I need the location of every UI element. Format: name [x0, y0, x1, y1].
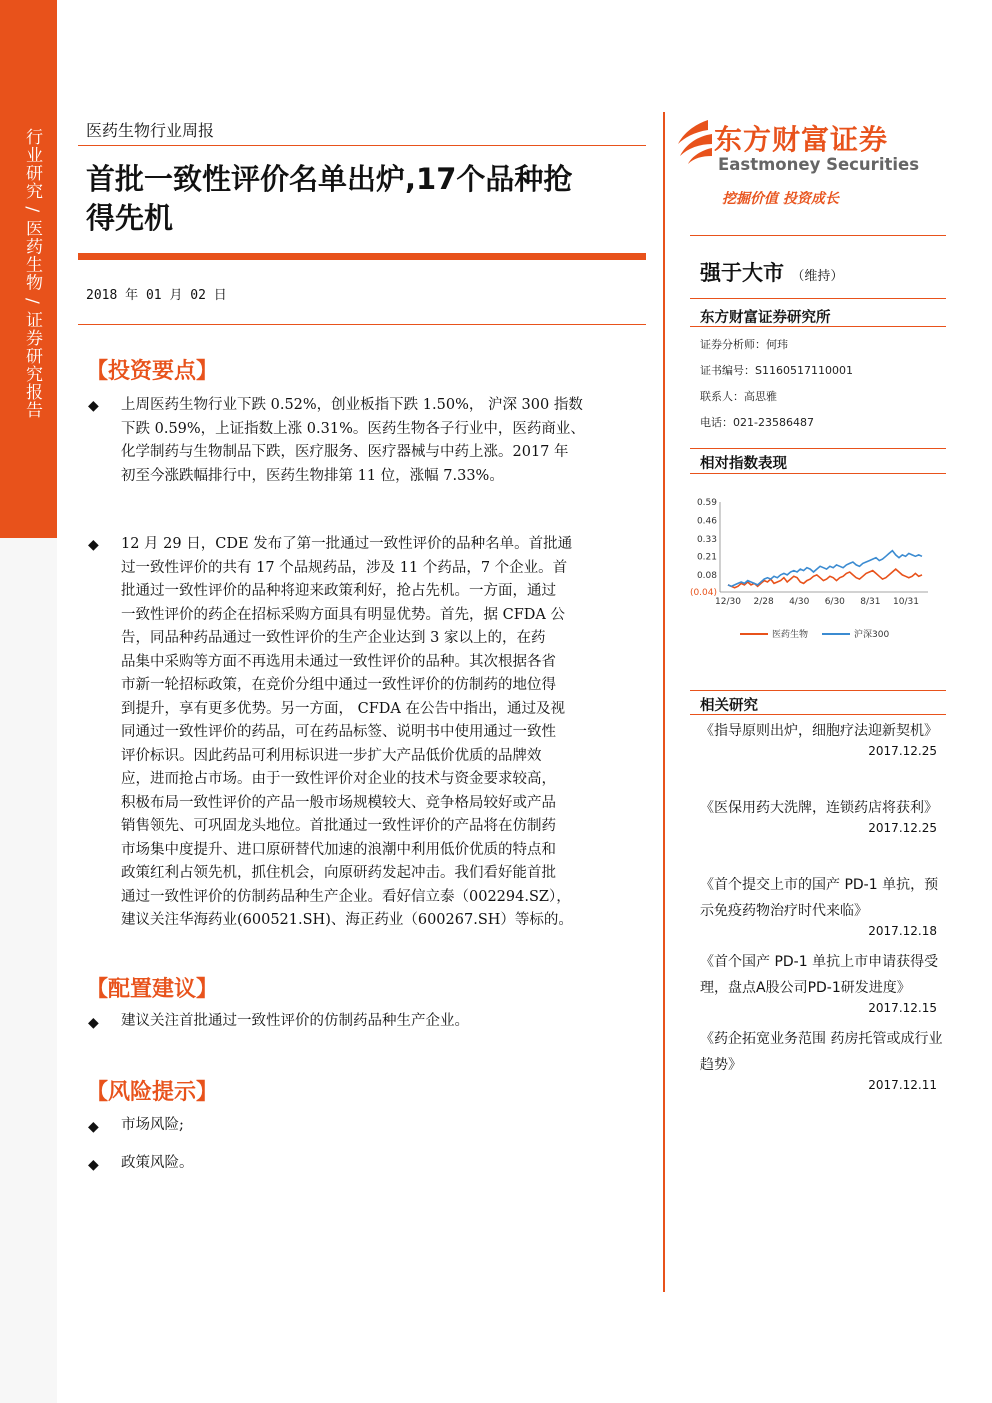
chart-heading: 相对指数表现: [700, 456, 787, 472]
right-rule: [690, 690, 946, 691]
x-tick-label: 2/28: [753, 597, 774, 607]
report-type: 医药生物行业周报: [86, 121, 215, 140]
rating: [700, 257, 843, 287]
page-title-line2: 得先机: [86, 201, 174, 235]
paragraph-line: 到提升，享有更多优势。另一方面， CFDA 在公告中指出，通过及视: [121, 700, 565, 717]
x-tick-label: 4/30: [789, 597, 810, 607]
section-title-invest: 【投资要点】: [86, 358, 219, 384]
report-date: 2018 年 01 月 02 日: [86, 288, 227, 303]
related-title[interactable]: 《药企拓宽业务范围 药房托管或成行业趋势》: [700, 1031, 943, 1073]
x-tick-label: 6/30: [824, 597, 845, 607]
contact-phone: 电话：021-23586487: [700, 416, 814, 429]
config-item: 建议关注首批通过一致性评价的仿制药品种生产企业。: [121, 1013, 469, 1029]
related-item[interactable]: [700, 718, 945, 795]
brand-logo-icon: [668, 116, 714, 166]
related-date: 2017.12.11: [868, 1078, 937, 1092]
related-title[interactable]: 《首个提交上市的国产 PD-1 单抗，预示免疫药物治疗时代来临》: [700, 877, 939, 919]
title-rule: [78, 253, 646, 260]
right-rule: [690, 714, 946, 715]
y-tick-label: 0.33: [696, 535, 717, 546]
right-rule: [690, 326, 946, 327]
bullet-glyph: ◆: [88, 1119, 99, 1135]
x-tick-label: 10/31: [893, 597, 919, 607]
paragraph-line: 化学制药与生物制品下跌，医疗服务、医疗器械与中药上涨。2017 年: [121, 444, 569, 460]
series-line-1: [728, 551, 922, 587]
column-divider: [663, 112, 665, 1292]
right-rule: [690, 473, 946, 474]
related-heading: 相关研究: [700, 698, 758, 714]
invest-paragraph-1: [121, 394, 644, 488]
related-item[interactable]: [700, 872, 945, 949]
paragraph-line: 应，进而抢占市场。由于一致性评价对企业的技术与资金要求较高，: [121, 771, 556, 787]
paragraph-line: 通过一致性评价的仿制药品种生产企业。看好信立泰（002294.SZ），: [121, 888, 571, 905]
invest-paragraph-2: [121, 533, 644, 933]
right-rule: [690, 448, 946, 449]
relative-index-chart: [688, 488, 944, 658]
x-tick-label: 8/31: [860, 597, 881, 607]
right-rule: [690, 298, 946, 299]
y-tick-label: 0.21: [696, 552, 717, 563]
brand-slogan: 挖掘价值 投资成长: [722, 191, 839, 207]
legend-label: 沪深300: [854, 630, 890, 640]
brand-name-en: Eastmoney Securities: [718, 155, 920, 174]
paragraph-line: 初至今涨跌幅排行中，医药生物排第 11 位，涨幅 7.33%。: [121, 467, 504, 484]
side-category-label: 行业研究 / 医药生物 / 证券研究报告: [22, 128, 42, 420]
paragraph-line: 上周医药生物行业下跌 0.52%，创业板指下跌 1.50%， 沪深 300 指数: [121, 397, 583, 413]
y-tick-label: 0.59: [696, 498, 717, 508]
paragraph-line: 销售领先、可巩固龙头地位。首批通过一致性评价的产品将在仿制药: [121, 818, 556, 834]
header-rule: [78, 145, 646, 146]
y-tick-label: 0.08: [696, 570, 717, 581]
risk-item: 政策风险。: [121, 1155, 194, 1171]
paragraph-line: 下跌 0.59%，上证指数上涨 0.31%。医药生物各子行业中，医药商业、: [121, 420, 585, 437]
risk-item: 市场风险;: [121, 1117, 184, 1133]
analyst-cert: 证书编号：S1160517110001: [700, 364, 853, 377]
y-tick-label: 0.46: [696, 516, 717, 527]
bullet-glyph: ◆: [88, 398, 99, 414]
related-title[interactable]: 《医保用药大洗牌，连锁药店将获利》: [700, 800, 938, 816]
paragraph-line: 品集中采购等方面不再选用未通过一致性评价的品种。其次根据各省: [121, 653, 556, 670]
brand-name: 东方财富证券: [714, 123, 889, 156]
date-rule: [78, 324, 646, 325]
related-date: 2017.12.25: [868, 821, 937, 835]
contact-name: 联系人：高思雅: [700, 390, 777, 403]
paragraph-line: 一致性评价的药企在招标采购方面具有明显优势。首先，据 CFDA 公: [121, 606, 565, 623]
related-date: 2017.12.25: [868, 744, 937, 758]
page-title: [86, 160, 646, 238]
related-item[interactable]: [700, 949, 945, 1026]
paragraph-line: 告，同品种药品通过一致性评价的生产企业达到 3 家以上的，在药: [121, 630, 546, 646]
rating-value: 强于大市: [700, 261, 784, 285]
related-list: [700, 718, 945, 1103]
paragraph-line: 批通过一致性评价的品种将迎来政策利好，抢占先机。一方面，通过: [121, 583, 556, 599]
section-title-config: 【配置建议】: [86, 976, 219, 1002]
bullet-glyph: ◆: [88, 537, 99, 553]
related-title[interactable]: 《首个国产 PD-1 单抗上市申请获得受理，盘点A股公司PD-1研发进度》: [700, 954, 939, 996]
bullet-glyph: ◆: [88, 1157, 99, 1173]
y-tick-label: (0.04): [689, 588, 717, 598]
rating-note: （维持）: [791, 269, 844, 284]
paragraph-line: 同通过一致性评价的药品，可在药品标签、说明书中使用通过一致性: [121, 724, 556, 740]
bullet-glyph: ◆: [88, 1015, 99, 1031]
paragraph-line: 政策红利占领先机，抓住机会，向原研药发起冲击。我们看好能首批: [121, 865, 556, 881]
paragraph-line: 12 月 29 日，CDE 发布了第一批通过一致性评价的品种名单。首批通: [121, 536, 573, 552]
right-rule: [690, 235, 946, 236]
side-strip: [0, 0, 57, 1403]
related-date: 2017.12.15: [868, 1001, 937, 1015]
related-item[interactable]: [700, 1026, 945, 1103]
paragraph-line: 过一致性评价的共有 17 个品规药品，涉及 11 个药品，7 个企业。首: [121, 559, 568, 576]
paragraph-line: 评价标识。因此药品可利用标识进一步扩大产品低价优质的品牌效: [121, 747, 542, 764]
analyst-name: 证券分析师：何玮: [700, 338, 788, 351]
institute-name: 东方财富证券研究所: [700, 310, 831, 326]
paragraph-line: 积极布局一致性评价的产品一般市场规模较大、竞争格局较好或产品: [121, 794, 556, 811]
page-title-line1: 首批一致性评价名单出炉,17个品种抢: [86, 162, 573, 196]
related-item[interactable]: [700, 795, 945, 872]
paragraph-line: 建议关注华海药业(600521.SH)、海正药业（600267.SH）等标的。: [121, 912, 573, 928]
related-title[interactable]: 《指导原则出炉，细胞疗法迎新契机》: [700, 723, 938, 739]
related-date: 2017.12.18: [868, 924, 937, 938]
paragraph-line: 市场集中度提升、进口原研替代加速的浪潮中利用低价优质的特点和: [121, 841, 556, 858]
paragraph-line: 市新一轮招标政策，在竞价分组中通过一致性评价的仿制药的地位得: [121, 677, 556, 693]
section-title-risk: 【风险提示】: [86, 1079, 219, 1105]
legend-label: 医药生物: [772, 630, 809, 640]
x-tick-label: 12/30: [715, 597, 741, 607]
